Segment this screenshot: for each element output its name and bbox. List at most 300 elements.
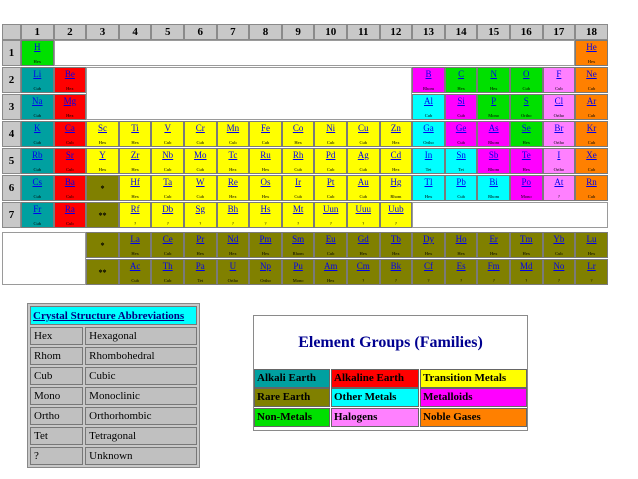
element-cell-xe[interactable] xyxy=(575,148,608,174)
element-cell-as[interactable] xyxy=(477,121,510,147)
crystal-structure: Cub xyxy=(196,194,205,199)
element-cell-rf[interactable] xyxy=(119,202,152,228)
element-symbol[interactable]: Co xyxy=(292,123,304,133)
crystal-structure: Hex xyxy=(522,140,531,145)
group-number-header: 17 xyxy=(543,24,576,40)
crystal-structure: Hex xyxy=(229,167,237,172)
element-symbol[interactable]: O xyxy=(523,69,530,79)
element-cell-uuu[interactable] xyxy=(347,202,380,228)
element-symbol[interactable]: Hf xyxy=(130,177,140,187)
element-cell-in[interactable] xyxy=(412,148,445,174)
element-symbol[interactable]: Ge xyxy=(455,123,467,133)
element-symbol[interactable]: Al xyxy=(423,96,433,106)
element-symbol[interactable]: Db xyxy=(162,204,174,214)
crystal-structure: ? xyxy=(362,278,365,283)
element-symbol[interactable]: Mn xyxy=(226,123,240,133)
element-symbol[interactable]: Kr xyxy=(586,123,597,133)
element-symbol[interactable]: Lr xyxy=(587,261,596,271)
element-cell-sb[interactable] xyxy=(477,148,510,174)
element-symbol[interactable]: Si xyxy=(457,96,465,106)
element-symbol[interactable]: Y xyxy=(99,150,106,160)
period-number-header: 5 xyxy=(2,148,21,174)
element-cell-te[interactable] xyxy=(510,148,543,174)
element-cell-br[interactable] xyxy=(543,121,576,147)
element-symbol[interactable]: Xe xyxy=(586,150,597,160)
crystal-structure: ? xyxy=(427,278,430,283)
element-symbol[interactable]: Ba xyxy=(64,177,75,187)
crystal-structure: Hex xyxy=(424,251,433,256)
element-cell-cs[interactable] xyxy=(21,175,54,201)
crystal-structure: Hex xyxy=(424,194,433,199)
crystal-structure: Cub xyxy=(33,167,42,172)
crystal-structure: Cub xyxy=(326,140,335,145)
crystal-structure: Hex xyxy=(131,194,139,199)
element-symbol[interactable]: Na xyxy=(32,96,43,106)
element-cell-bk[interactable] xyxy=(380,259,413,285)
element-cell-ti[interactable] xyxy=(119,121,152,147)
element-cell-db[interactable] xyxy=(151,202,184,228)
element-symbol[interactable]: Yb xyxy=(553,234,565,244)
element-cell-ba[interactable] xyxy=(54,175,87,201)
element-symbol[interactable]: Pb xyxy=(456,177,466,187)
period-number-header: 4 xyxy=(2,121,21,147)
element-cell-pm[interactable] xyxy=(249,232,282,258)
crystal-structure: Cub xyxy=(261,140,270,145)
crystal-structure: Mono xyxy=(520,194,532,199)
element-symbol[interactable]: Cm xyxy=(356,261,370,271)
crystal-structure: Ortho xyxy=(521,113,532,118)
element-symbol[interactable]: Cu xyxy=(358,123,369,133)
element-cell-ra[interactable] xyxy=(54,202,87,228)
crystal-structure: ? xyxy=(557,278,560,283)
crystal-structure: ? xyxy=(264,221,267,226)
element-cell-li[interactable] xyxy=(21,67,54,93)
crystal-structure: Rhom xyxy=(422,86,434,91)
element-cell-np[interactable] xyxy=(249,259,282,285)
element-cell-no[interactable] xyxy=(543,259,576,285)
element-symbol[interactable]: Ac xyxy=(129,261,141,271)
element-cell-ru[interactable] xyxy=(249,148,282,174)
element-symbol[interactable]: Cr xyxy=(195,123,205,133)
period-number-header: 1 xyxy=(2,40,21,66)
element-cell-ga[interactable] xyxy=(412,121,445,147)
element-symbol[interactable]: Tc xyxy=(228,150,238,160)
crystal-structure: Cub xyxy=(163,278,172,283)
element-cell-fr[interactable] xyxy=(21,202,54,228)
element-symbol[interactable]: Pt xyxy=(326,177,335,187)
element-cell-zn[interactable] xyxy=(380,121,413,147)
crystal-structure: Cub xyxy=(131,278,139,283)
element-cell-h[interactable] xyxy=(21,40,54,66)
element-symbol[interactable]: Hs xyxy=(260,204,271,214)
element-cell-sc[interactable] xyxy=(86,121,119,147)
element-symbol[interactable]: Bh xyxy=(227,204,239,214)
crystal-structure: Hex xyxy=(261,167,270,172)
element-cell-mo[interactable] xyxy=(184,148,217,174)
element-cell-f[interactable] xyxy=(543,67,576,93)
element-symbol[interactable]: As xyxy=(488,123,499,133)
element-cell-md[interactable] xyxy=(510,259,543,285)
element-symbol[interactable]: U xyxy=(229,261,237,271)
element-symbol[interactable]: B xyxy=(425,69,432,79)
period-number-header: 3 xyxy=(2,94,21,120)
element-cell-co[interactable] xyxy=(282,121,315,147)
element-cell-s[interactable] xyxy=(510,94,543,120)
element-symbol[interactable]: Mt xyxy=(292,204,304,214)
element-cell-b[interactable] xyxy=(412,67,445,93)
crystal-structure: Hex xyxy=(489,251,498,256)
element-symbol[interactable]: Uub xyxy=(388,204,404,214)
group-number-header: 8 xyxy=(249,24,282,40)
series-marker: * xyxy=(100,240,105,250)
crystal-structure: ? xyxy=(492,278,495,283)
element-cell-c[interactable] xyxy=(445,67,478,93)
element-symbol[interactable]: Nd xyxy=(227,234,239,244)
element-cell-ar[interactable] xyxy=(575,94,608,120)
element-symbol[interactable]: C xyxy=(458,69,465,79)
element-symbol[interactable]: N xyxy=(490,69,497,79)
crystal-structure: Hex xyxy=(457,251,465,256)
element-symbol[interactable]: Br xyxy=(554,123,564,133)
element-cell-sn[interactable] xyxy=(445,148,478,174)
element-cell-pr[interactable] xyxy=(184,232,217,258)
element-symbol[interactable]: Sn xyxy=(456,150,466,160)
element-cell-ag[interactable] xyxy=(347,148,380,174)
abbr-cell: Hex xyxy=(30,327,83,345)
element-symbol[interactable]: Lu xyxy=(586,234,597,244)
element-symbol[interactable]: Cf xyxy=(423,261,433,271)
crystal-structure: Hex xyxy=(587,251,596,256)
element-cell-k[interactable] xyxy=(21,121,54,147)
element-cell-cr[interactable] xyxy=(184,121,217,147)
element-cell-n[interactable] xyxy=(477,67,510,93)
element-symbol[interactable]: Tb xyxy=(390,234,401,244)
element-symbol[interactable]: Ti xyxy=(131,123,139,133)
element-symbol[interactable]: Ca xyxy=(64,123,75,133)
element-cell-sg[interactable] xyxy=(184,202,217,228)
crystal-structure: Cub xyxy=(33,86,42,91)
group-number-header: 4 xyxy=(119,24,152,40)
element-symbol[interactable]: Os xyxy=(260,177,271,187)
element-symbol[interactable]: Ru xyxy=(260,150,271,160)
crystal-structure: Hex xyxy=(33,59,42,64)
legend-item-alkali: Alkali Earth xyxy=(254,369,330,388)
element-symbol[interactable]: Mo xyxy=(194,150,207,160)
element-symbol[interactable]: Ni xyxy=(326,123,336,133)
element-symbol[interactable]: Ra xyxy=(64,204,75,214)
crystal-structure: Cub xyxy=(326,251,335,256)
element-cell-nd[interactable] xyxy=(217,232,250,258)
element-cell-bi[interactable] xyxy=(477,175,510,201)
abbr-cell: ? xyxy=(30,447,83,465)
element-symbol[interactable]: Ta xyxy=(163,177,173,187)
abbr-cell: Mono xyxy=(30,387,83,405)
element-symbol[interactable]: Rn xyxy=(586,177,597,187)
element-symbol[interactable]: Gd xyxy=(357,234,369,244)
crystal-structure: Cub xyxy=(587,140,596,145)
name-cell: Unknown xyxy=(85,447,197,465)
element-symbol[interactable]: Pm xyxy=(259,234,272,244)
element-cell-la[interactable] xyxy=(119,232,152,258)
element-cell-na[interactable] xyxy=(21,94,54,120)
element-cell-at[interactable] xyxy=(543,175,576,201)
element-symbol[interactable]: Pa xyxy=(195,261,205,271)
element-symbol[interactable]: Tm xyxy=(520,234,533,244)
series-marker-cell xyxy=(86,259,119,285)
legend-item-rare-earth: Rare Earth xyxy=(254,388,330,407)
element-symbol[interactable]: At xyxy=(554,177,564,187)
element-cell-tl[interactable] xyxy=(412,175,445,201)
crystal-structure: Cub xyxy=(163,140,172,145)
legend-item-halogens: Halogens xyxy=(331,408,419,427)
element-symbol[interactable]: Cl xyxy=(554,96,564,106)
element-cell-er[interactable] xyxy=(477,232,510,258)
element-symbol[interactable]: Sb xyxy=(488,150,499,160)
element-cell-be[interactable] xyxy=(54,67,87,93)
element-cell-hf[interactable] xyxy=(119,175,152,201)
element-cell-uun[interactable] xyxy=(314,202,347,228)
element-symbol[interactable]: Tl xyxy=(424,177,433,187)
element-cell-es[interactable] xyxy=(445,259,478,285)
element-symbol[interactable]: Re xyxy=(227,177,238,187)
crystal-structure: Rhom xyxy=(488,167,500,172)
element-symbol[interactable]: Pr xyxy=(196,234,205,244)
element-symbol[interactable]: Ar xyxy=(586,96,597,106)
element-cell-w[interactable] xyxy=(184,175,217,201)
element-symbol[interactable]: Uuu xyxy=(355,204,372,214)
name-cell: Tetragonal xyxy=(85,427,197,445)
name-cell: Monoclinic xyxy=(85,387,197,405)
element-cell-cl[interactable] xyxy=(543,94,576,120)
element-cell-al[interactable] xyxy=(412,94,445,120)
element-cell-po[interactable] xyxy=(510,175,543,201)
element-cell-hs[interactable] xyxy=(249,202,282,228)
element-cell-tc[interactable] xyxy=(217,148,250,174)
element-symbol[interactable]: Ho xyxy=(455,234,467,244)
element-cell-au[interactable] xyxy=(347,175,380,201)
element-cell-tb[interactable] xyxy=(380,232,413,258)
element-cell-p[interactable] xyxy=(477,94,510,120)
element-cell-pb[interactable] xyxy=(445,175,478,201)
element-cell-ca[interactable] xyxy=(54,121,87,147)
element-symbol[interactable]: Ne xyxy=(586,69,597,79)
element-symbol[interactable]: Rf xyxy=(130,204,140,214)
element-cell-re[interactable] xyxy=(217,175,250,201)
crystal-structure: Cub xyxy=(457,140,465,145)
element-symbol[interactable]: K xyxy=(34,123,41,133)
crystal-structure: ? xyxy=(525,278,528,283)
crystal-structure: Ortho xyxy=(553,113,565,118)
element-cell-ne[interactable] xyxy=(575,67,608,93)
element-cell-mt[interactable] xyxy=(282,202,315,228)
element-cell-sr[interactable] xyxy=(54,148,87,174)
element-symbol[interactable]: Se xyxy=(521,123,531,133)
element-cell-cu[interactable] xyxy=(347,121,380,147)
element-symbol[interactable]: Au xyxy=(357,177,369,187)
element-symbol[interactable]: Md xyxy=(520,261,533,271)
element-cell-mg[interactable] xyxy=(54,94,87,120)
element-symbol[interactable]: Te xyxy=(521,150,531,160)
element-symbol[interactable]: Ir xyxy=(295,177,302,187)
element-cell-ho[interactable] xyxy=(445,232,478,258)
element-symbol[interactable]: Ce xyxy=(162,234,173,244)
element-symbol[interactable]: Nb xyxy=(162,150,174,160)
element-symbol[interactable]: H xyxy=(34,42,41,52)
element-cell-lr[interactable] xyxy=(575,259,608,285)
element-symbol[interactable]: Rb xyxy=(32,150,43,160)
element-symbol[interactable]: Rh xyxy=(292,150,304,160)
element-symbol[interactable]: Po xyxy=(521,177,532,187)
element-symbol[interactable]: Bk xyxy=(390,261,402,271)
crystal-structure: Hex xyxy=(66,113,74,118)
element-symbol[interactable]: Uun xyxy=(322,204,339,214)
element-symbol[interactable]: Zn xyxy=(390,123,401,133)
crystal-structure: Hex xyxy=(229,194,237,199)
crystal-structure: Cub xyxy=(33,140,42,145)
element-symbol[interactable]: Cd xyxy=(390,150,402,160)
element-cell-i[interactable] xyxy=(543,148,576,174)
table-row xyxy=(30,367,197,385)
element-cell-mn[interactable] xyxy=(217,121,250,147)
crystal-structure-table xyxy=(27,303,200,468)
element-symbol[interactable]: S xyxy=(523,96,529,106)
legend-item-alkaline: Alkaline Earth xyxy=(331,369,419,388)
element-symbol[interactable]: F xyxy=(556,69,562,79)
crystal-structure: ? xyxy=(460,278,463,283)
series-marker: ** xyxy=(98,210,107,220)
element-cell-si[interactable] xyxy=(445,94,478,120)
element-cell-cf[interactable] xyxy=(412,259,445,285)
element-cell-kr[interactable] xyxy=(575,121,608,147)
element-symbol[interactable]: Mg xyxy=(63,96,77,106)
element-cell-rh[interactable] xyxy=(282,148,315,174)
element-cell-nb[interactable] xyxy=(151,148,184,174)
element-symbol[interactable]: Fe xyxy=(260,123,270,133)
group-number-header: 10 xyxy=(314,24,347,40)
crystal-structure: Rhom xyxy=(488,140,500,145)
crystal-structure: Cub xyxy=(229,140,237,145)
element-symbol[interactable]: Sg xyxy=(195,204,206,214)
element-symbol[interactable]: Pd xyxy=(325,150,336,160)
element-cell-pa[interactable] xyxy=(184,259,217,285)
element-symbol[interactable]: Pu xyxy=(293,261,303,271)
element-symbol[interactable]: I xyxy=(557,150,561,160)
element-symbol[interactable]: La xyxy=(130,234,140,244)
element-cell-zr[interactable] xyxy=(119,148,152,174)
legend-item-transition: Transition Metals xyxy=(420,369,527,388)
element-cell-ce[interactable] xyxy=(151,232,184,258)
element-symbol[interactable]: Bi xyxy=(489,177,498,187)
element-cell-dy[interactable] xyxy=(412,232,445,258)
crystal-structure: Cub xyxy=(33,221,42,226)
element-symbol[interactable]: P xyxy=(491,96,497,106)
element-cell-sm[interactable] xyxy=(282,232,315,258)
crystal-structure: ? xyxy=(199,221,202,226)
crystal-structure: Tet xyxy=(458,167,464,172)
element-symbol[interactable]: Ga xyxy=(423,123,434,133)
element-symbol[interactable]: Am xyxy=(323,261,338,271)
group-number-header: 1 xyxy=(21,24,54,40)
element-cell-ge[interactable] xyxy=(445,121,478,147)
element-symbol[interactable]: Sc xyxy=(97,123,107,133)
element-symbol[interactable]: Cs xyxy=(32,177,43,187)
element-cell-eu[interactable] xyxy=(314,232,347,258)
crystal-structure: Hex xyxy=(229,251,237,256)
element-symbol[interactable]: Np xyxy=(259,261,271,271)
element-cell-pd[interactable] xyxy=(314,148,347,174)
element-cell-he[interactable] xyxy=(575,40,608,66)
element-symbol[interactable]: Er xyxy=(489,234,498,244)
element-symbol[interactable]: Sm xyxy=(292,234,305,244)
element-cell-tm[interactable] xyxy=(510,232,543,258)
crystal-structure: Hex xyxy=(131,251,139,256)
crystal-structure: Tet xyxy=(425,167,432,172)
element-symbol[interactable]: He xyxy=(586,42,597,52)
element-symbol[interactable]: Ag xyxy=(357,150,369,160)
element-symbol[interactable]: Th xyxy=(162,261,173,271)
element-cell-cm[interactable] xyxy=(347,259,380,285)
element-cell-o[interactable] xyxy=(510,67,543,93)
element-cell-ta[interactable] xyxy=(151,175,184,201)
element-cell-yb[interactable] xyxy=(543,232,576,258)
element-cell-os[interactable] xyxy=(249,175,282,201)
element-symbol[interactable]: Sr xyxy=(65,150,74,160)
element-symbol[interactable]: Fr xyxy=(33,204,42,214)
element-cell-y[interactable] xyxy=(86,148,119,174)
element-cell-lu[interactable] xyxy=(575,232,608,258)
element-cell-th[interactable] xyxy=(151,259,184,285)
crystal-structure: Hex xyxy=(261,194,270,199)
element-symbol[interactable]: V xyxy=(164,123,171,133)
crystal-structure: Cub xyxy=(33,194,42,199)
element-cell-hg[interactable] xyxy=(380,175,413,201)
element-cell-cd[interactable] xyxy=(380,148,413,174)
crystal-structure: Cub xyxy=(457,194,465,199)
crystal-structure: Hex xyxy=(196,251,205,256)
element-cell-bh[interactable] xyxy=(217,202,250,228)
element-symbol[interactable]: Dy xyxy=(422,234,434,244)
element-cell-fe[interactable] xyxy=(249,121,282,147)
element-symbol[interactable]: No xyxy=(553,261,565,271)
element-symbol[interactable]: Be xyxy=(64,69,75,79)
element-symbol[interactable]: Li xyxy=(33,69,42,79)
element-cell-ni[interactable] xyxy=(314,121,347,147)
element-cell-se[interactable] xyxy=(510,121,543,147)
element-cell-pu[interactable] xyxy=(282,259,315,285)
element-cell-am[interactable] xyxy=(314,259,347,285)
element-cell-ac[interactable] xyxy=(119,259,152,285)
element-symbol[interactable]: In xyxy=(424,150,433,160)
element-symbol[interactable]: Es xyxy=(456,261,466,271)
crystal-structure: Cub xyxy=(359,140,368,145)
element-cell-gd[interactable] xyxy=(347,232,380,258)
element-cell-rb[interactable] xyxy=(21,148,54,174)
element-symbol[interactable]: Eu xyxy=(325,234,336,244)
element-symbol[interactable]: W xyxy=(196,177,205,187)
element-cell-uub[interactable] xyxy=(380,202,413,228)
element-cell-v[interactable] xyxy=(151,121,184,147)
element-cell-u[interactable] xyxy=(217,259,250,285)
element-symbol[interactable]: Zr xyxy=(130,150,140,160)
group-number-header: 7 xyxy=(217,24,250,40)
empty-gap xyxy=(2,232,86,285)
element-cell-fm[interactable] xyxy=(477,259,510,285)
element-symbol[interactable]: Hg xyxy=(390,177,402,187)
element-symbol[interactable]: Fm xyxy=(487,261,500,271)
element-cell-rn[interactable] xyxy=(575,175,608,201)
element-cell-ir[interactable] xyxy=(282,175,315,201)
element-cell-pt[interactable] xyxy=(314,175,347,201)
